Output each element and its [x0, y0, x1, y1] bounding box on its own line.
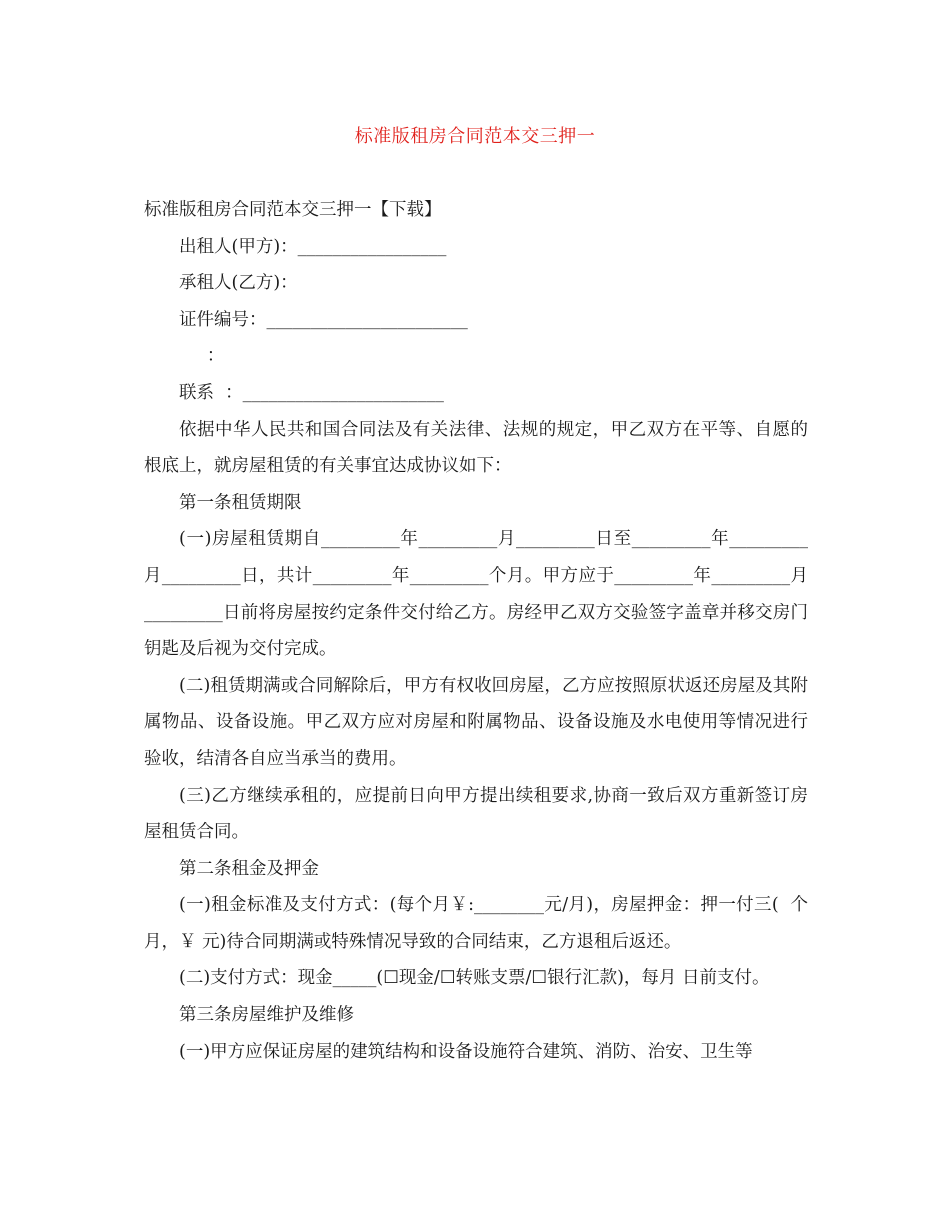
article-2-clause-1: (一)租金标准及支付方式：(每个月￥:________元/月)，房屋押金：押一付三( 个月，￥ 元)待合同期满或特殊情况导致的合同结束，乙方退租后返还。 [144, 895, 808, 952]
document-body [144, 192, 808, 1070]
article-1-heading: 第一条租赁期限 [179, 492, 302, 513]
blank-field-line: ： [179, 346, 225, 367]
article-1-clause-2: (二)租赁期满或合同解除后，甲方有权收回房屋，乙方应按照原状返还房屋及其附属物品、设备设施。甲乙双方应对房屋和附属物品、设备设施及水电使用等情况进行验收，结清各自应当承当的费用。 [144, 675, 808, 769]
preamble-paragraph: 依据中华人民共和国合同法及有关法律、法规的规定，甲乙双方在平等、自愿的根底上，就房屋租赁的有关事宜达成协议如下： [144, 419, 808, 477]
article-3-clause-1: (一)甲方应保证房屋的建筑结构和设备设施符合建筑、消防、治安、卫生等 [179, 1041, 753, 1062]
document-title: 标准版租房合同范本交三押一 [354, 126, 596, 147]
lessee-line: 承租人(乙方)： [179, 273, 298, 294]
article-2-heading: 第二条租金及押金 [179, 858, 319, 879]
id-number-line: 证件编号：_______________________ [179, 309, 468, 330]
article-1-clause-3: (三)乙方继续承租的，应提前日向甲方提出续租要求,协商一致后双方重新签订房屋租赁合同。 [144, 785, 808, 843]
article-3-heading: 第三条房屋维护及维修 [179, 1005, 354, 1026]
lessor-line: 出租人(甲方)：_________________ [179, 236, 447, 257]
article-2-clause-2: (二)支付方式：现金_____(☐现金/☐转账支票/☐银行汇款)，每月 日前支付。 [179, 968, 770, 989]
contact-line: 联系 ：_______________________ [179, 382, 444, 403]
heading-line: 标准版租房合同范本交三押一【下载】 [144, 200, 442, 220]
article-1-clause-1: (一)房屋租赁期自_________年_________月_________日至_________年_________月_________日，共计_________年_________个月。甲方应于_________年_________月_________日前将房屋按约定条件交付给乙方。房经甲乙双方交验签字盖章并移交房门钥匙及后视为交付完成。 [144, 529, 808, 660]
